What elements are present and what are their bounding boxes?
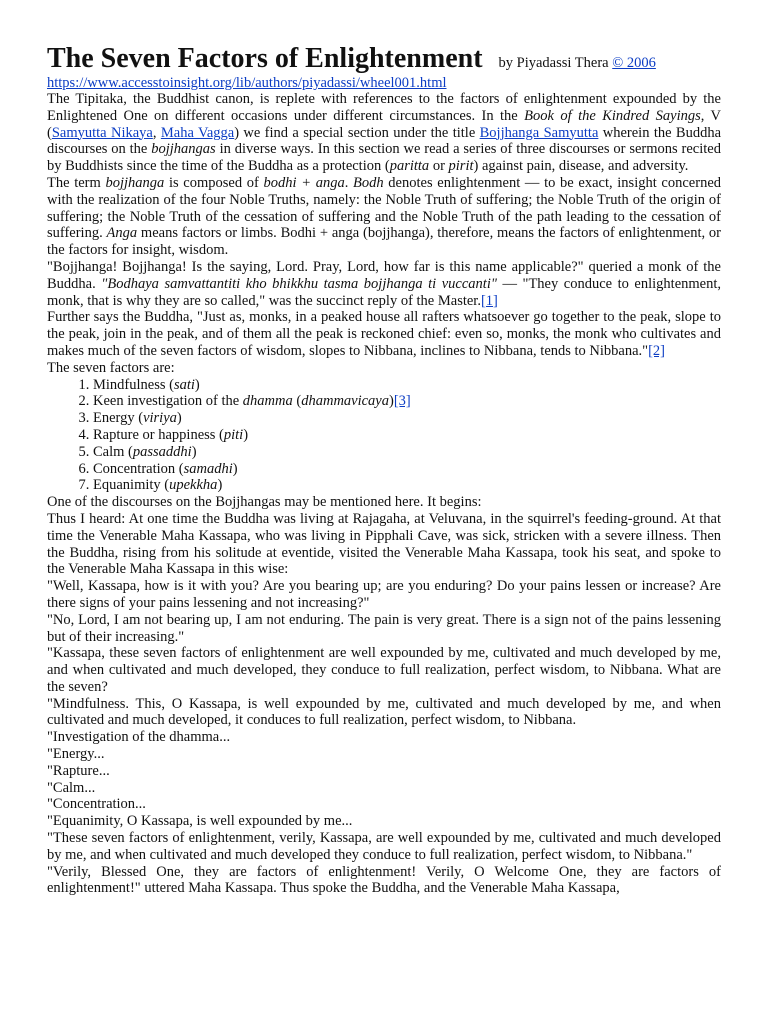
factors-intro: The seven factors are:: [47, 359, 175, 376]
discourse-line: "Equanimity, O Kassapa, is well expounded by me...: [47, 813, 353, 830]
italic-text: "Bodhaya samvattantiti kho bhikkhu tasma bojjhanga ti vuccanti": [101, 275, 497, 292]
copyright-link[interactable]: © 2006: [612, 55, 656, 71]
byline-prefix: by: [498, 55, 514, 71]
italic-text: piti: [223, 426, 244, 443]
list-item: [93, 377, 721, 394]
discourse-line: "These seven factors of enlightenment, verily, Kassapa, are well expounded by me, cultivated and much developed by me, and when cultivated and much developed they conduce to full realization, perfect wisdom, to Nibbana.": [47, 830, 721, 863]
maha-vagga-link[interactable]: Maha Vagga: [160, 124, 235, 141]
footnote-link-2[interactable]: [2]: [648, 342, 666, 359]
italic-text: upekkha: [169, 477, 218, 494]
italic-text: paritta: [389, 158, 430, 175]
discourse-line: One of the discourses on the Bojjhangas may be mentioned here. It begins:: [47, 494, 482, 511]
italic-text: Book of the Kindred Sayings: [524, 107, 701, 124]
text-run: — "They conduce to enlightenment, monk, that is why they are so called," was the succinct reply of the Master.: [47, 275, 722, 309]
text-run: "Bojjhanga! Bojjhanga! Is the saying, Lord. Pray, Lord, how far is this name applicable?" queried a monk of the Buddha.: [47, 258, 721, 292]
text-run: ,: [152, 124, 161, 141]
page-title: The Seven Factors of Enlightenment: [47, 43, 483, 74]
text-run: ): [194, 376, 200, 393]
text-run: ) against pain, disease, and adversity.: [473, 158, 689, 175]
bojjhanga-samyutta-link[interactable]: Bojjhanga Samyutta: [479, 124, 599, 141]
discourse-line: "Rapture...: [47, 762, 110, 779]
text-run: Concentration (: [93, 460, 184, 477]
text-run: ): [176, 410, 182, 427]
text-run: ): [389, 393, 394, 410]
text-run: ): [243, 426, 249, 443]
footnote-link-1[interactable]: [1]: [480, 292, 498, 309]
list-item: [93, 461, 721, 478]
text-run: ): [232, 460, 238, 477]
list-item: [93, 393, 721, 410]
paragraph-peak: [47, 309, 721, 359]
text-run: Keen investigation of the: [93, 393, 243, 410]
italic-text: bojjhanga: [105, 174, 165, 191]
text-run: is composed of: [164, 174, 264, 191]
text-run: Equanimity (: [93, 477, 170, 494]
italic-text: samadhi: [183, 460, 233, 477]
paragraph-intro: [47, 91, 721, 175]
byline: [499, 55, 656, 71]
italic-text: Bodh: [353, 174, 384, 191]
discourse-line: "Concentration...: [47, 796, 146, 813]
text-run: Further says the Buddha, "Just as, monks, in a peaked house all rafters whatsoever go together to the peak, slope to the peak, join in the peak, and of them all the peak is reckoned chief: even so, monks, the monk who cultivates and makes much of the seven factors of wisdom, slopes to Nibbana, inclines to Nibbana, tends to Nibbana.": [47, 309, 721, 359]
text-run: wherein the Buddha discourses on the: [47, 124, 722, 158]
source-url-link[interactable]: https://www.accesstoinsight.org/lib/authors/piyadassi/wheel001.html: [47, 75, 447, 91]
list-item: [93, 427, 721, 444]
italic-text: bodhi + anga: [263, 174, 345, 191]
text-run: Mindfulness (: [93, 376, 174, 393]
italic-text: Anga: [106, 225, 138, 242]
text-run: ): [191, 443, 197, 460]
byline-author: Piyadassi Thera: [516, 55, 609, 71]
list-item: [93, 477, 721, 494]
italic-text: dhammavicaya: [301, 393, 389, 410]
text-run: denotes enlightenment — to be exact, insight concerned with the realization of the four Noble Truths, namely: the Noble Truth of suffering; the Noble Truth of the origin of suffering; the Noble Truth of the cessation of suffering and the Noble Truth of the path leading to the cessation of suffering.: [47, 174, 721, 242]
discourse-line: "Verily, Blessed One, they are factors of enlightenment! Verily, O Welcome One, they are factors of enlightenment!" uttered Maha Kassapa. Thus spoke the Buddha, and the Venerable Maha Kassapa,: [47, 863, 721, 897]
header: [47, 44, 721, 78]
text-run: ): [217, 477, 223, 494]
italic-text: pirit: [448, 158, 474, 175]
italic-text: dhamma: [242, 393, 293, 410]
list-item: [93, 444, 721, 461]
list-item: [93, 410, 721, 427]
text-run: .: [344, 174, 354, 191]
text-run: The term: [47, 174, 106, 191]
discourse-line: "Well, Kassapa, how is it with you? Are you bearing up; are you enduring? Do your pains lessen or increase? Are there signs of your pains lessening and not increasing?": [47, 578, 721, 611]
discourse-line: "Kassapa, these seven factors of enlightenment are well expounded by me, cultivated and much developed by me, and when cultivated and much developed, they conduce to full realization, perfect wisdom, to Nibbana. What are the seven?: [47, 645, 721, 695]
text-run: Calm (: [93, 443, 133, 460]
text-run: ) we find a special section under the title: [234, 124, 480, 141]
discourse-line: "Energy...: [47, 746, 105, 763]
text-run: The Tipitaka, the Buddhist canon, is replete with references to the factors of enlightenment expounded by the Enlightened One on different occasions under different circumstances. In the: [47, 91, 721, 124]
text-run: Rapture or happiness (: [93, 426, 224, 443]
italic-text: bojjhangas: [151, 141, 216, 158]
discourse-line: "Investigation of the dhamma...: [47, 729, 231, 746]
italic-text: sati: [173, 376, 195, 393]
discourse-line: "Calm...: [47, 779, 96, 796]
paragraph-query: [47, 259, 721, 309]
samyutta-nikaya-link[interactable]: Samyutta Nikaya: [51, 124, 153, 141]
text-run: means factors or limbs. Bodhi + anga (bojjhanga), therefore, means the factors of enlightenment, or the factors for insight, wisdom.: [47, 225, 721, 259]
discourse-line: "No, Lord, I am not bearing up, I am not enduring. The pain is very great. There is a sign not of the pains lessening but of their increasing.": [47, 611, 721, 645]
italic-text: passaddhi: [132, 443, 192, 460]
paragraph-term: [47, 175, 721, 259]
text-run: Energy (: [93, 410, 144, 427]
text-run: (: [292, 393, 302, 410]
text-run: , V (: [47, 107, 722, 141]
factors-list: [47, 377, 721, 495]
discourse-line: "Mindfulness. This, O Kassapa, is well expounded by me, cultivated and much developed by me, and when cultivated and much developed, it conduces to full realization, perfect wisdom, to Nibbana.: [47, 695, 721, 729]
text-run: or: [429, 158, 449, 175]
italic-text: viriya: [143, 410, 177, 427]
text-run: in diverse ways. In this section we read a series of three discourses or sermons recited by Buddhists since the time of the Buddha as a protection (: [47, 141, 721, 175]
discourse-line: Thus I heard: At one time the Buddha was living at Rajagaha, at Veluvana, in the squirrel's feeding-ground. At that time the Venerable Maha Kassapa, who was living in Pipphali Cave, was sick, stricken with a severe illness. Then the Buddha, rising from his solitude at eventide, visited the Venerable Maha Kassapa, took his seat, and spoke to the Venerable Maha Kassapa in this wise:: [47, 510, 721, 578]
footnote-link-3[interactable]: [3]: [393, 393, 411, 410]
